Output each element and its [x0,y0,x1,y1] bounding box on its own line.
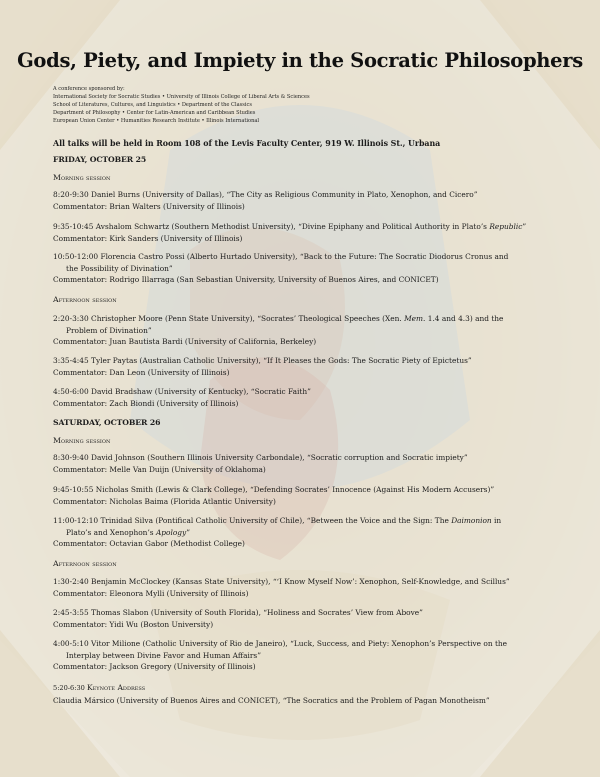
session-title: Afternoon session [53,559,117,568]
session-title: Morning session [53,436,111,445]
commentator-line: Commentator: Eleonora Mylli (University of Illinois) [53,588,249,598]
talk-text: 9:35-10:45 Avshalom Schwartz (Southern Methodist University), “Divine Epiphany and Political Authority in Plato’s [53,222,490,231]
day-heading [53,417,586,429]
talk-text: 2:20-3:30 Christopher Moore (Penn State University), “Socrates’ Theological Speeches (Xen. [53,314,405,323]
sponsor-list [53,85,573,125]
keynote-heading [53,682,586,695]
work-title: Republic [489,222,523,231]
talk-line-continued: the Possibility of Divination” [66,263,173,273]
keynote-entry [53,682,586,706]
talk-entry [53,576,586,599]
work-title: Mem. [404,314,426,323]
talk-line [53,313,586,325]
talk-line: 1:30-2:40 Benjamin McClockey (Kansas State University), “‘I Know Myself Now’: Xenophon, Self-Knowledge, and Scillus” [53,577,510,586]
talk-entry [53,251,586,286]
talk-text: 11:00-12:10 Trinidad Silva (Pontifical Catholic University of Chile), “Between the Voice and the Sign: The [53,516,452,525]
sponsor-line: School of Literatures, Cultures, and Linguistics • Department of the Classics [53,102,252,109]
sponsor-line: International Society for Socratic Studies • University of Illinois College of Liberal Arts & Sciences [53,94,310,101]
talk-line: 4:00-5:10 Vitor Milione (Catholic University of Rio de Janeiro), “Luck, Success, and Piety: Xenophon’s Perspective on the [53,639,508,648]
sponsor-line: European Union Center • Humanities Research Institute • Illinois International [53,118,260,125]
page-title: Gods, Piety, and Impiety in the Socratic Philosophers [17,49,583,72]
talk-entry [53,189,586,212]
sponsor-line: Department of Philosophy • Center for Latin-American and Caribbean Studies [53,110,256,117]
talk-text-end: ” [522,222,527,231]
commentator-line: Commentator: Brian Walters (University of Illinois) [53,201,245,211]
talk-line: 8:20-9:30 Daniel Burns (University of Dallas), “The City as Religious Community in Plato, Xenophon, and Cicero” [53,190,478,199]
talk-entry [53,484,586,507]
commentator-line: Commentator: Octavian Gabor (Methodist College) [53,539,245,548]
commentator-line: Commentator: Rodrigo Illarraga (San Sebastian University, University of Buenos Aires, and CONICET) [53,275,439,284]
commentator-line: Commentator: Dan Leon (University of Illinois) [53,367,230,377]
sponsor-line: A conference sponsored by: [53,86,125,92]
session-heading [53,172,586,184]
talk-text: Plato’s and Xenophon’s [66,527,156,537]
talk-entry [53,515,586,550]
session-heading [53,558,586,570]
talk-line [53,515,586,527]
talk-entry [53,355,586,378]
talk-entry [53,386,586,409]
talk-line: 10:50-12:00 Florencia Castro Possi (Alberto Hurtado University), “Back to the Future: The Socratic Diodorus Cronus and [53,252,509,261]
venue-notice: All talks will be held in Room 108 of the Levis Faculty Center, 919 W. Illinois St., Urbana [53,139,441,148]
keynote-talk: Claudia Mársico (University of Buenos Aires and CONICET), “The Socratics and the Problem of Pagan Monotheism” [53,695,490,705]
talk-line-continued: Problem of Divination” [66,325,152,335]
day-heading [53,154,586,166]
talk-line: 4:50-6:00 David Bradshaw (University of Kentucky), “Socratic Faith” [53,387,311,396]
talk-entry [53,607,586,630]
talk-line: 2:45-3:55 Thomas Slabon (University of South Florida), “Holiness and Socrates’ View from Above” [53,608,423,617]
session-title: Afternoon session [53,295,117,304]
talk-entry [53,313,586,348]
commentator-line: Commentator: Nicholas Baima (Florida Atlantic University) [53,496,276,506]
talk-line: 9:45-10:55 Nicholas Smith (Lewis & Clark College), “Defending Socrates’ Innocence (Against His Modern Accusers)” [53,485,495,494]
talk-entry [53,638,586,673]
talk-line-continued: Interplay between Divine Favor and Human Affairs” [66,650,261,660]
talk-line: 3:35-4:45 Tyler Paytas (Australian Catholic University), “If It Pleases the Gods: The Socratic Piety of Epictetus” [53,356,472,365]
commentator-line: Commentator: Zach Biondi (University of Illinois) [53,398,239,408]
commentator-line: Commentator: Kirk Sanders (University of Illinois) [53,233,243,243]
commentator-line: Commentator: Juan Bautista Bardi (University of California, Berkeley) [53,337,317,346]
session-heading [53,294,586,306]
talk-entry [53,221,586,244]
talk-line [53,221,586,233]
talk-line: 8:30-9:40 David Johnson (Southern Illinois University Carbondale), “Socratic corruption and Socratic impiety” [53,453,468,462]
session-heading [53,435,586,447]
commentator-line: Commentator: Yidi Wu (Boston University) [53,619,214,629]
talk-entry [53,452,586,475]
session-title: Morning session [53,173,111,182]
talk-text-end: 1.4 and 4.3) and the [425,314,504,323]
talk-text-end: in [491,516,502,525]
day-title: SATURDAY, OCTOBER 26 [53,418,161,427]
talk-text-end: ” [186,527,190,537]
talk-line-continued [53,527,586,539]
day-title: FRIDAY, OCTOBER 25 [53,155,147,164]
commentator-line: Commentator: Jackson Gregory (University of Illinois) [53,662,256,671]
work-title: Apology [155,527,187,537]
work-title: Daimonion [451,516,492,525]
keynote-time: 5:20-6:30 [53,684,85,692]
keynote-label: Keynote Address [86,683,146,692]
commentator-line: Commentator: Melle Van Duijn (University of Oklahoma) [53,464,266,474]
